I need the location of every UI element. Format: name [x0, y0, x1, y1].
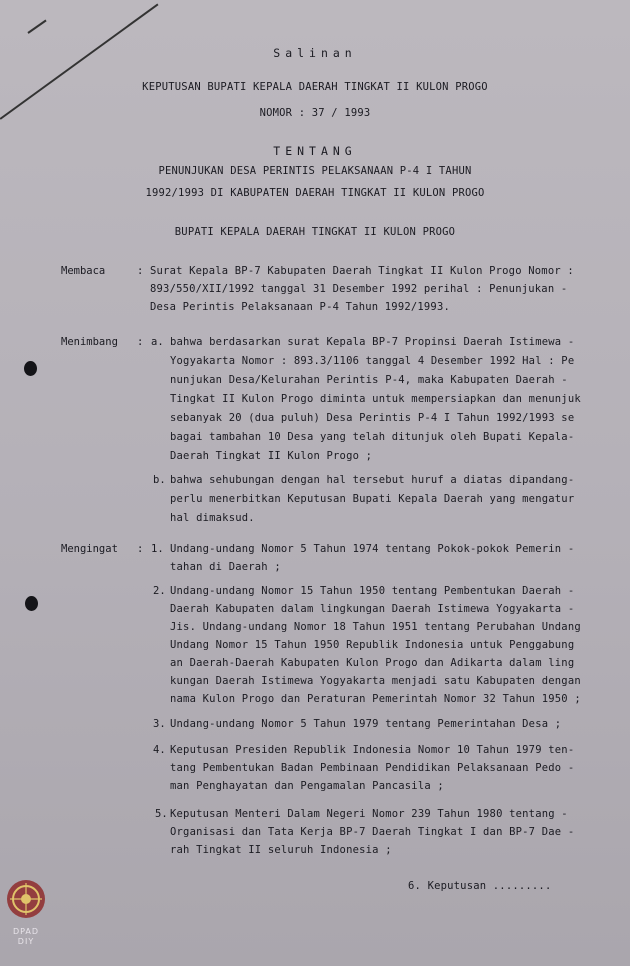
subject-line-2: 1992/1993 DI KABUPATEN DAERAH TINGKAT II KULON PROGO: [145, 187, 485, 199]
mengingat-2-marker: 2.: [153, 585, 166, 597]
menimbang-label: Menimbang: [61, 336, 118, 348]
catchword: 6. Keputusan .........: [408, 880, 552, 892]
menimbang-b-line-2: perlu menerbitkan Keputusan Bupati Kepala Daerah yang mengatur: [170, 493, 575, 505]
mengingat-2-line-4: Undang Nomor 15 Tahun 1950 Republik Indonesia untuk Penggabung: [170, 639, 575, 651]
punch-hole-bottom: [25, 596, 38, 611]
mengingat-1-line-1: Undang-undang Nomor 5 Tahun 1974 tentang Pokok-pokok Pemerin -: [170, 543, 575, 555]
mengingat-2-line-5: an Daerah-Daerah Kabupaten Kulon Progo dan Adikarta dalam ling: [170, 657, 575, 669]
mengingat-5-line-1: Keputusan Menteri Dalam Negeri Nomor 239 Tahun 1980 tentang -: [170, 808, 568, 820]
menimbang-b-marker: b.: [153, 474, 166, 486]
membaca-line-3: Desa Perintis Pelaksanaan P-4 Tahun 1992/1993.: [150, 301, 450, 313]
menimbang-a-line-4: Tingkat II Kulon Progo diminta untuk mempersiapkan dan menunjuk: [170, 393, 581, 405]
mengingat-4-marker: 4.: [153, 744, 166, 756]
membaca-label: Membaca: [61, 265, 106, 277]
authority-heading: BUPATI KEPALA DAERAH TINGKAT II KULON PROGO: [174, 226, 456, 238]
mengingat-2-line-3: Jis. Undang-undang Nomor 18 Tahun 1951 tentang Perubahan Undang: [170, 621, 581, 633]
menimbang-a-line-2: Yogyakarta Nomor : 893.3/1106 tanggal 4 Desember 1992 Hal : Pe: [170, 355, 575, 367]
dpad-diy-logo: [4, 875, 48, 955]
logo-text: DPAD DIY: [12, 927, 40, 946]
menimbang-a-line-3: nunjukan Desa/Kelurahan Perintis P-4, maka Kabupaten Daerah -: [170, 374, 568, 386]
salinan-heading: Salinan: [273, 46, 357, 60]
mengingat-2-line-6: kungan Daerah Istimewa Yogyakarta menjadi satu Kabupaten dengan: [170, 675, 581, 687]
mengingat-5-line-3: rah Tingkat II seluruh Indonesia ;: [170, 844, 392, 856]
menimbang-a-line-6: bagai tambahan 10 Desa yang telah ditunjuk oleh Bupati Kepala-: [170, 431, 575, 443]
nomor-heading: NOMOR : 37 / 1993: [259, 107, 371, 119]
menimbang-a-line-7: Daerah Tingkat II Kulon Progo ;: [170, 450, 373, 462]
mengingat-colon: :: [137, 543, 144, 555]
mengingat-label: Mengingat: [61, 543, 118, 555]
mengingat-1-marker: 1.: [151, 543, 164, 555]
menimbang-colon: :: [137, 336, 144, 348]
mengingat-3-line-1: Undang-undang Nomor 5 Tahun 1979 tentang Pemerintahan Desa ;: [170, 718, 562, 730]
mengingat-3-marker: 3.: [153, 718, 166, 730]
membaca-line-2: 893/550/XII/1992 tanggal 31 Desember 1992 perihal : Penunjukan -: [150, 283, 568, 295]
mengingat-2-line-7: nama Kulon Progo dan Peraturan Pemerintah Nomor 32 Tahun 1950 ;: [170, 693, 581, 705]
mengingat-4-line-2: tang Pembentukan Badan Pembinaan Pendidikan Pelaksanaan Pedo -: [170, 762, 575, 774]
menimbang-b-line-3: hal dimaksud.: [170, 512, 255, 524]
menimbang-a-line-5: sebanyak 20 (dua puluh) Desa Perintis P-4 I Tahun 1992/1993 se: [170, 412, 575, 424]
mengingat-4-line-1: Keputusan Presiden Republik Indonesia Nomor 10 Tahun 1979 ten-: [170, 744, 575, 756]
mengingat-4-line-3: man Penghayatan dan Pengamalan Pancasila ;: [170, 780, 444, 792]
pen-mark: [27, 20, 46, 34]
mengingat-1-line-2: tahan di Daerah ;: [170, 561, 281, 573]
pen-stroke: [0, 4, 158, 120]
tentang-heading: TENTANG: [273, 144, 357, 158]
punch-hole-top: [24, 361, 37, 376]
menimbang-a-marker: a.: [151, 336, 164, 348]
subject-line-1: PENUNJUKAN DESA PERINTIS PELAKSANAAN P-4 I TAHUN: [158, 165, 472, 177]
menimbang-b-line-1: bahwa sehubungan dengan hal tersebut huruf a diatas dipandang-: [170, 474, 575, 486]
menimbang-a-line-1: bahwa berdasarkan surat Kepala BP-7 Propinsi Daerah Istimewa -: [170, 336, 575, 348]
mengingat-5-line-2: Organisasi dan Tata Kerja BP-7 Daerah Tingkat I dan BP-7 Dae -: [170, 826, 575, 838]
mengingat-5-marker: 5.: [155, 808, 168, 820]
keputusan-heading: KEPUTUSAN BUPATI KEPALA DAERAH TINGKAT II KULON PROGO: [142, 81, 488, 93]
membaca-line-1: Surat Kepala BP-7 Kabupaten Daerah Tingkat II Kulon Progo Nomor :: [150, 265, 574, 277]
membaca-colon: :: [137, 265, 144, 277]
mengingat-2-line-2: Daerah Kabupaten dalam lingkungan Daerah Istimewa Yogyakarta -: [170, 603, 575, 615]
mengingat-2-line-1: Undang-undang Nomor 15 Tahun 1950 tentang Pembentukan Daerah -: [170, 585, 575, 597]
